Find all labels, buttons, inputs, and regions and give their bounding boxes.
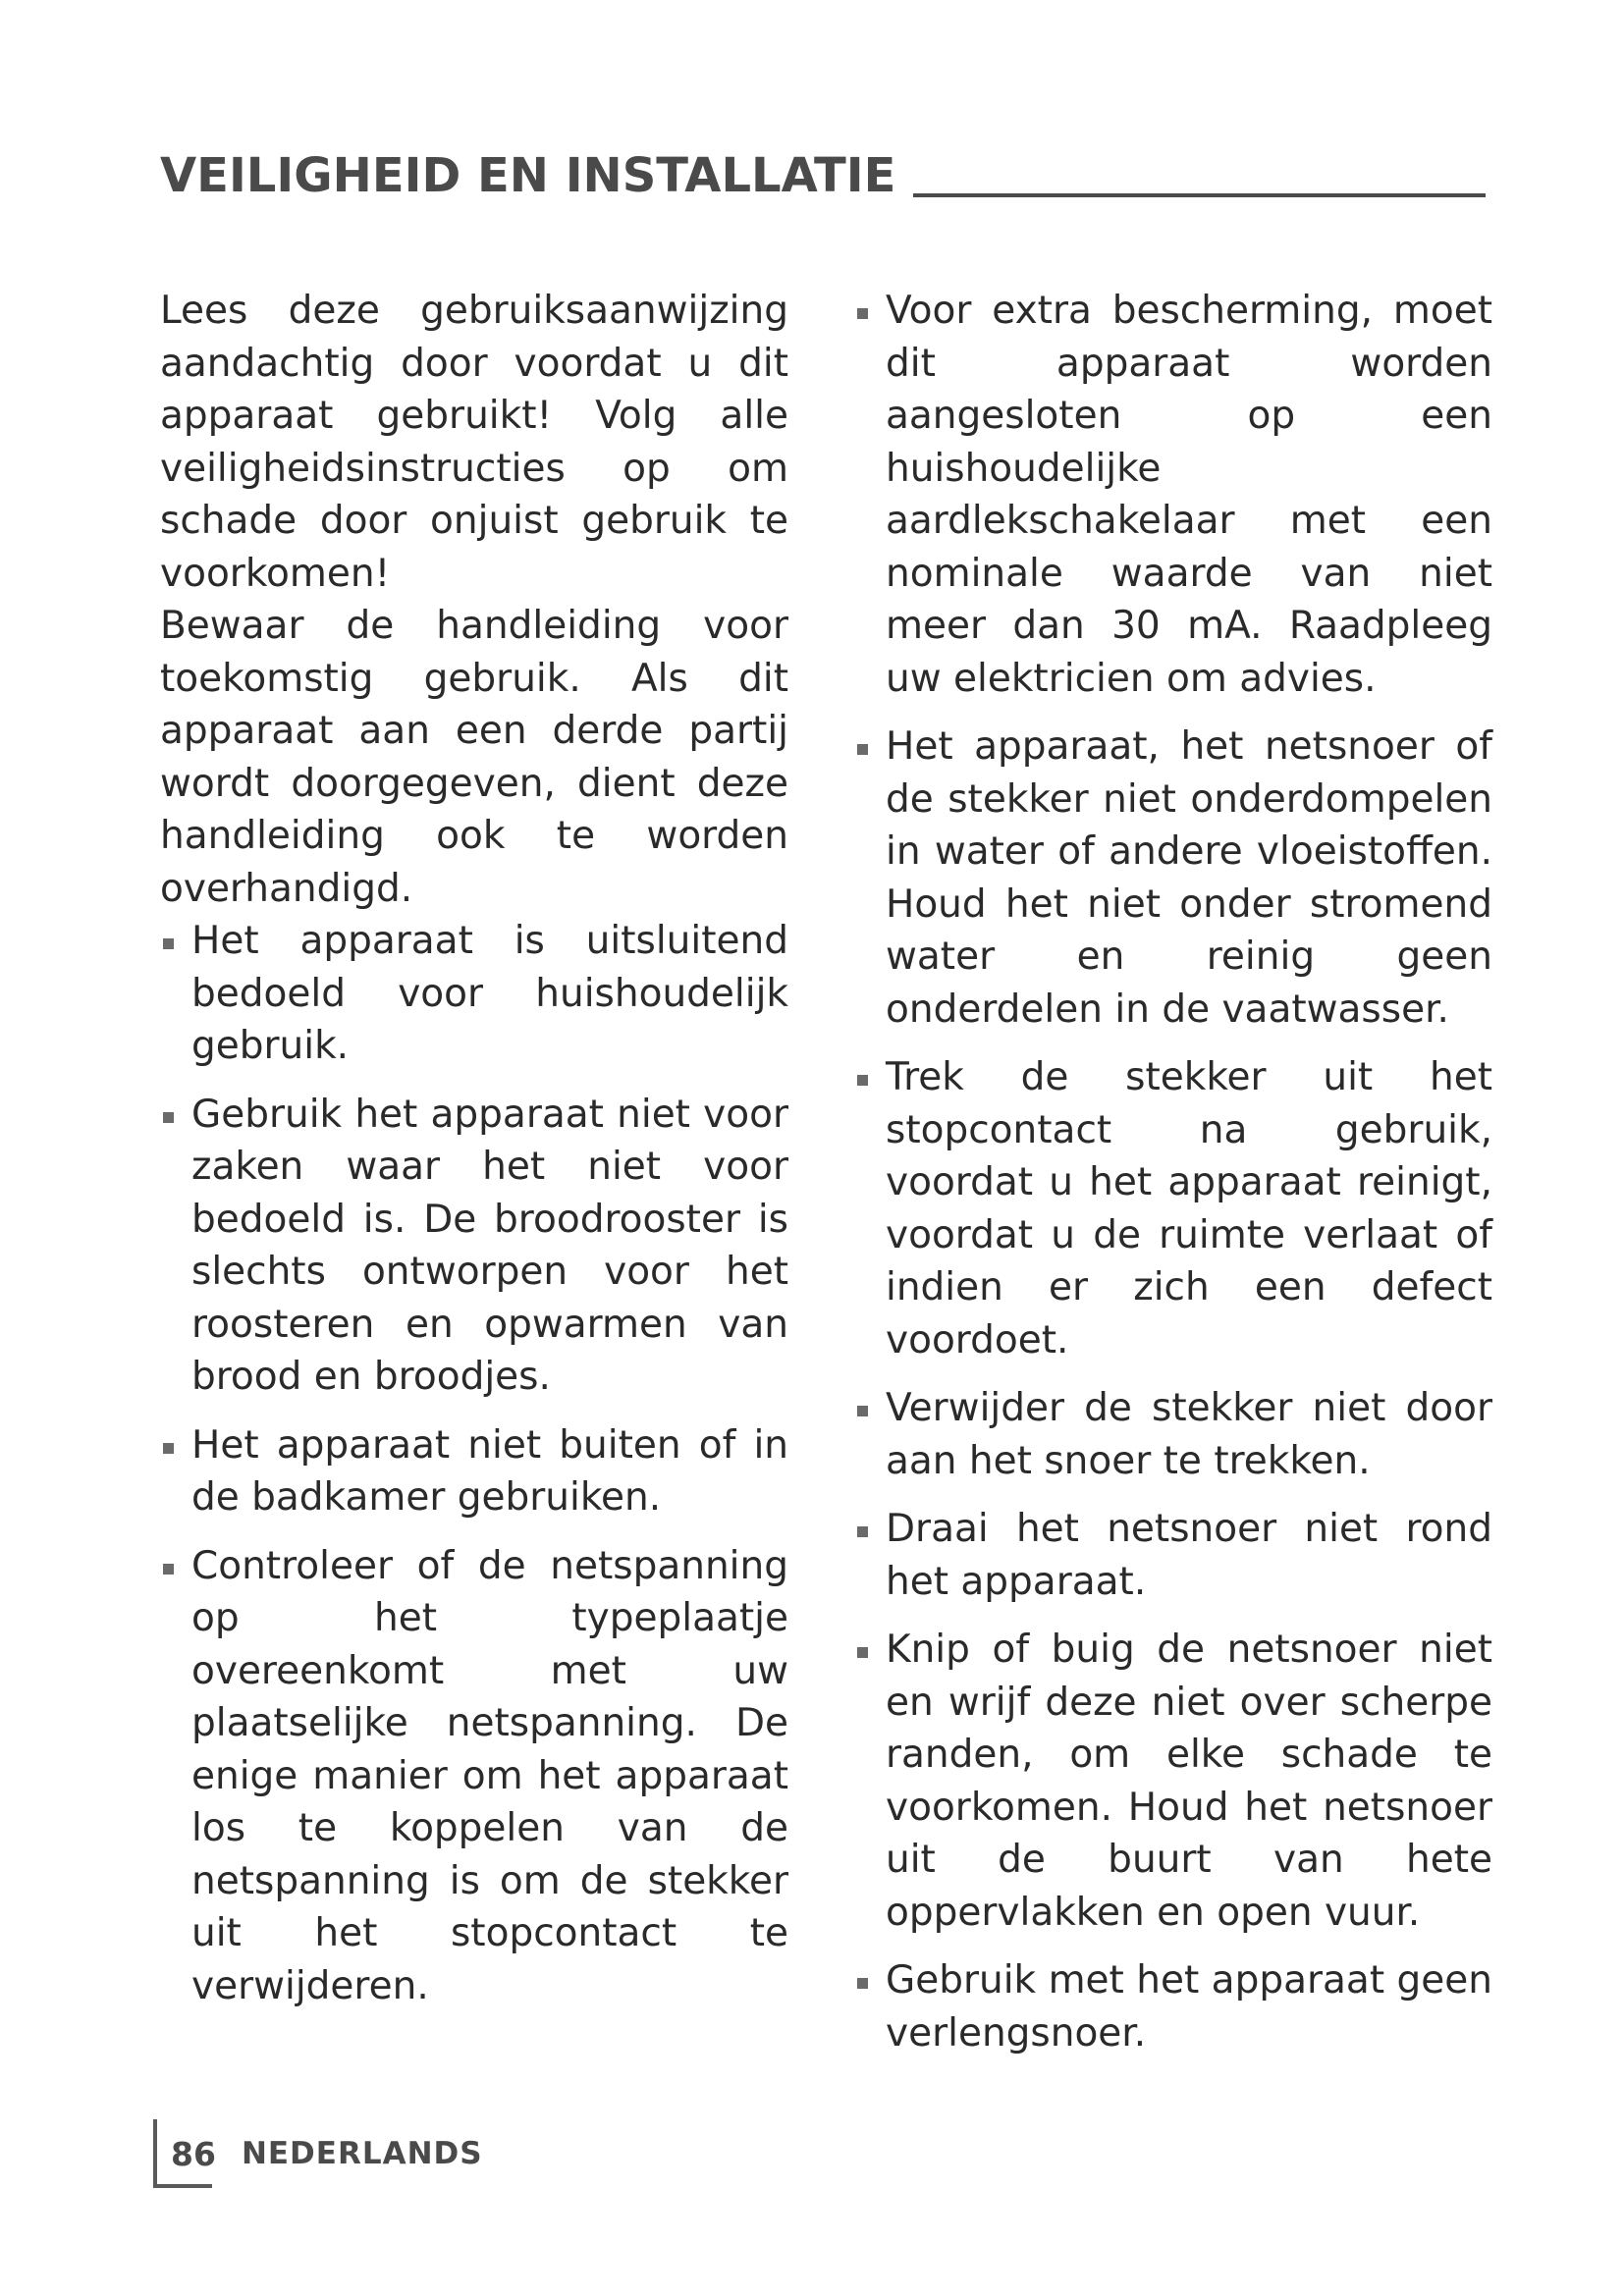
- list-item: [854, 1624, 1492, 1939]
- list-item-text: Het apparaat is uitsluitend bedoeld voor huishoudelijk gebruik.: [191, 919, 788, 1068]
- left-column: [160, 285, 788, 2028]
- square-bullet-icon: [857, 1978, 868, 1989]
- square-bullet-icon: [857, 1526, 868, 1537]
- square-bullet-icon: [857, 1075, 868, 1086]
- safety-list-left: [160, 915, 788, 2012]
- list-item: [854, 1382, 1492, 1487]
- square-bullet-icon: [163, 938, 174, 949]
- title-underline: [913, 193, 1486, 197]
- list-item-text: Het apparaat, het netsnoer of de stekker niet onderdompelen in water of andere vloeistoffen. Houd het niet onder stromend water en reinig geen onderdelen in de vaatwasser.: [886, 724, 1492, 1032]
- list-item-text: Trek de stekker uit het stopcontact na gebruik, voordat u het apparaat reinigt, voordat u de ruimte verlaat of indien er zich een defect voordoet.: [886, 1055, 1492, 1362]
- list-item: [160, 1419, 788, 1524]
- list-item: [854, 285, 1492, 705]
- intro-paragraph: Bewaar de handleiding voor toekomstig gebruik. Als dit apparaat aan een derde partij wordt doorgegeven, dient deze handleiding ook te worden overhandigd.: [160, 604, 788, 911]
- square-bullet-icon: [857, 308, 868, 319]
- list-item-text: Het apparaat niet buiten of in de badkamer gebruiken.: [191, 1422, 788, 1520]
- list-item-text: Voor extra bescherming, moet dit apparaat worden aangesloten op een huishoudelijke aardlekschakelaar met een nominale waarde van niet meer dan 30 mA. Raadpleeg uw elektricien om advies.: [886, 289, 1492, 701]
- list-item: [160, 1540, 788, 2013]
- list-item-text: Controleer of de netspanning op het typeplaatje overeenkomt met uw plaatselijke netspanning. De enige manier om het apparaat los te koppelen van de netspanning is om de stekker uit het stopcontact te verwijderen.: [191, 1543, 788, 2008]
- page-title: VEILIGHEID EN INSTALLATIE: [160, 148, 896, 203]
- list-item: [160, 915, 788, 1073]
- page-number: 86: [171, 2134, 216, 2173]
- list-item-text: Verwijder de stekker niet door aan het snoer te trekken.: [886, 1386, 1492, 1483]
- list-item-text: Knip of buig de netsnoer niet en wrijf deze niet over scherpe randen, om elke schade te voorkomen. Houd het netsnoer uit de buurt van hete oppervlakken en open vuur.: [886, 1628, 1492, 1935]
- page-footer: [153, 2110, 483, 2197]
- right-column: [854, 285, 1492, 2075]
- square-bullet-icon: [857, 1406, 868, 1416]
- square-bullet-icon: [163, 1564, 174, 1575]
- list-item: [160, 1089, 788, 1404]
- intro-paragraph: Lees deze gebruiksaanwijzing aandachtig door voordat u dit apparaat gebruikt! Volg alle veiligheidsinstructies op om schade door onjuist gebruik te voorkomen!: [160, 289, 788, 596]
- list-item-text: Gebruik met het apparaat geen verlengsnoer.: [886, 1958, 1492, 2056]
- list-item: [854, 1954, 1492, 2059]
- list-item: [854, 1051, 1492, 1366]
- page-header: [160, 148, 1486, 203]
- square-bullet-icon: [163, 1443, 174, 1454]
- list-item: [854, 721, 1492, 1036]
- list-item: [854, 1503, 1492, 1608]
- list-item-text: Gebruik het apparaat niet voor zaken waar het niet voor bedoeld is. De broodrooster is slechts ontworpen voor het roosteren en opwarmen van brood en broodjes.: [191, 1092, 788, 1399]
- footer-language: NEDERLANDS: [241, 2136, 483, 2171]
- safety-list-right: [854, 285, 1492, 2059]
- list-item-text: Draai het netsnoer niet rond het apparaat.: [886, 1507, 1492, 1604]
- square-bullet-icon: [857, 1647, 868, 1658]
- square-bullet-icon: [857, 744, 868, 755]
- footer-bracket: [153, 2119, 157, 2188]
- square-bullet-icon: [163, 1112, 174, 1123]
